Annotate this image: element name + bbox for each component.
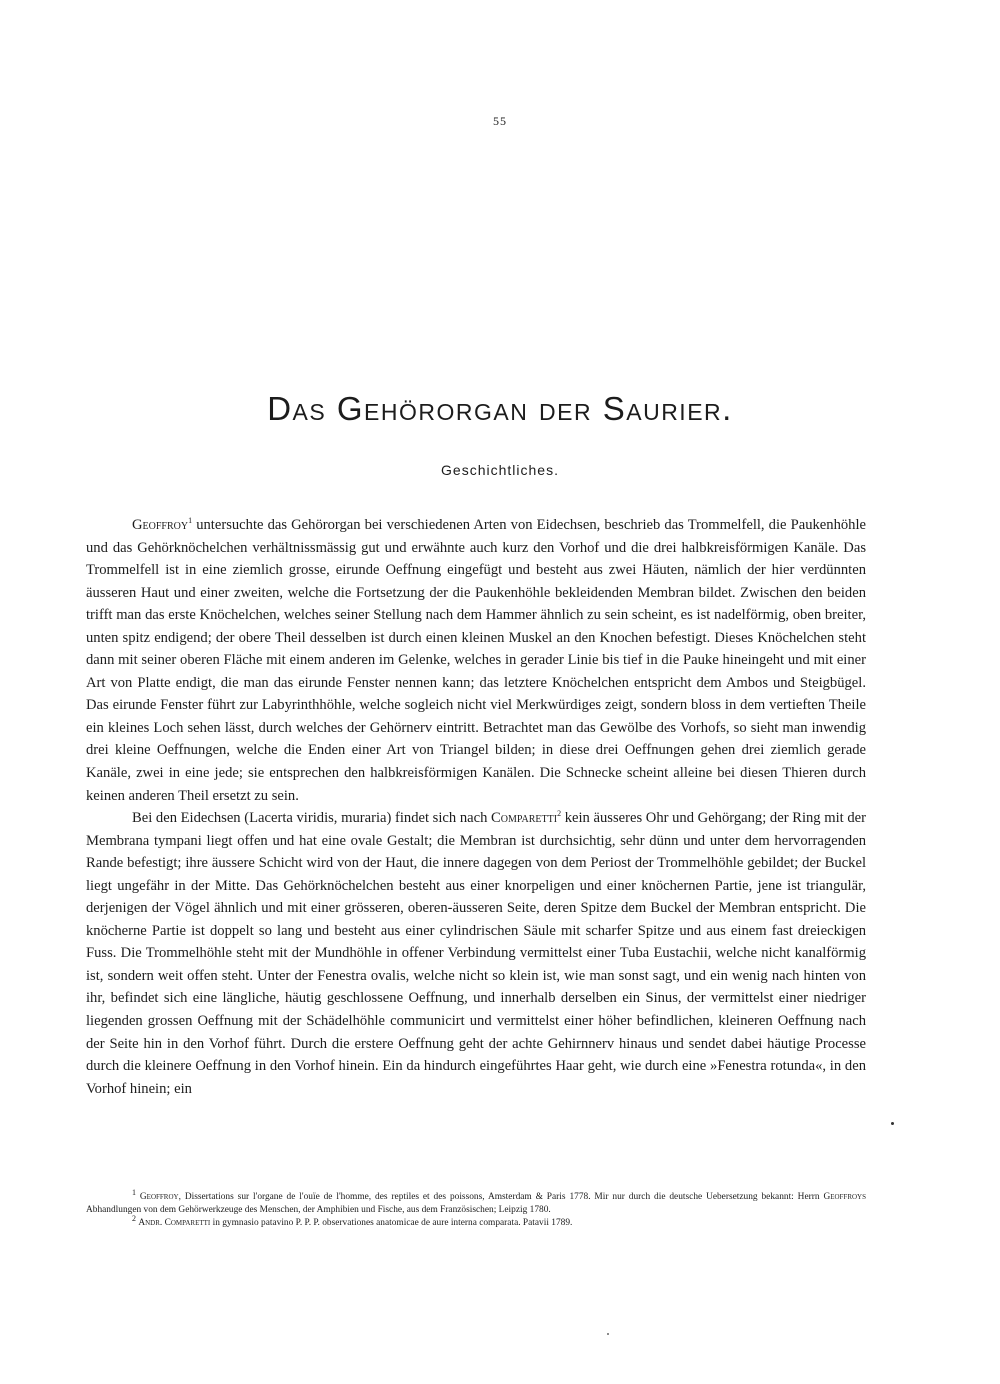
footnote-marker: 2 (132, 1213, 136, 1223)
author-name: Comparetti (491, 810, 558, 827)
author-name: Andr. Comparetti (138, 1218, 211, 1228)
author-name: Geoffroy (139, 1192, 179, 1202)
footnote-marker: 2 (557, 809, 562, 819)
footnote-text: , Dissertations sur l'organe de l'ouïe de l'homme, des reptiles et des poissons, Amsterdam & Paris 1778. Mir nur durch die deutsche Uebersetzung bekannt: Herrn (178, 1192, 824, 1202)
author-name: Geoffroys (823, 1192, 866, 1202)
footnote-marker: 1 (132, 1187, 136, 1197)
section-subtitle: Geschichtliches. (441, 462, 559, 478)
paragraph-text: Bei den Eidechsen (Lacerta viridis, muraria) findet sich nach (132, 810, 492, 827)
paragraph-text: kein äusseres Ohr und Gehörgang; der Ring mit der Membrana tympani liegt offen und hat eine ovale Gestalt; die Membran ist durchsichtig, sehr dünn und unter dem hervorragenden Rande befestigt; ihre äussere Schicht wird von der Haut, die innere dagegen von dem Periost der Trommelhöhle gebildet; der Buckel liegt ungefähr in der Mitte. Das Gehörknöchelchen besteht aus einer knorpeligen und einer knöchernen Partie, jene ist triangulär, derjenigen der Vögel ähnlich und mit einer grösseren, oberen-äusseren Seite, deren Spitze dem Buckel der Membran entspricht. Die knöcherne Partie ist doppelt so lang und besteht aus einer cylindrischen Säule mit scharfer Spitze und aus einem fast dreieckigen Fuss. Die Trommelhöhle steht mit der Mundhöhle in offener Verbindung vermittelst einer Tuba Eustachii, welche nicht kanalförmig ist, sondern weit offen steht. Unter der Fenestra ovalis, welche nicht so klein ist, wie man sonst sagt, und ein wenig nach hinten von ihr, befindet sich eine längliche, häutig geschlossene Oeffnung, und innerhalb derselben ein Sinus, der vermittelst einer niedriger liegenden grossen Oeffnung mit der Schädelhöhle communicirt und vermittelst einer höher befindlichen, kleineren Oeffnung nach der Seite hin in den Vorhof führt. Durch die erstere Oeffnung geht der achte Gehirnnerv hinaus und sendet dabei häutige Processe durch die kleinere Oeffnung in den Vorhof hinein. Ein da hindurch eingeführtes Haar geht, wie durch eine »Fenestra rotunda«, in den Vorhof hinein; ein (86, 810, 866, 1097)
margin-speck (891, 1122, 894, 1125)
footnote-text: in gymnasio patavino P. P. P. observationes anatomicae de aure interna comparata. Patavii 1789. (210, 1218, 573, 1228)
margin-speck (607, 1333, 609, 1335)
footnote-marker: 1 (188, 516, 193, 526)
footnote (86, 1213, 866, 1230)
page-number: 55 (493, 114, 507, 128)
paragraph (86, 514, 866, 807)
page-title: Das Gehörorgan der Saurier. (267, 390, 733, 427)
footnote-text: Abhandlungen von dem Gehörwerkzeuge des Menschen, der Amphibien und Fische, aus dem Französischen; Leipzig 1780. (86, 1205, 551, 1215)
body-text (86, 514, 866, 1100)
footnote (86, 1187, 866, 1217)
paragraph-text: untersuchte das Gehörorgan bei verschiedenen Arten von Eidechsen, beschrieb das Trommelfell, die Paukenhöhle und das Gehörknöchelchen verhältnissmässig gut und erwähnte auch kurz den Vorhof und die drei halbkreisförmigen Kanäle. Das Trommelfell ist in eine ziemlich grosse, eirunde Oeffnung eingefügt und besteht aus zwei Häuten, nämlich der hier verdünnten äusseren Haut und einer zweiten, welche die Fortsetzung der die Paukenhöhle bekleidenden Membran bildet. Zwischen den beiden trifft man das erste Knöchelchen, welches seiner Stellung nach dem Hammer ähnlich zu sein scheint, es ist nadelförmig, oben breiter, unten spitz endigend; der obere Theil desselben ist durch einen kleinen Muskel an den Knochen befestigt. Dieses Knöchelchen steht dann mit seiner oberen Fläche mit einem anderen im Gelenke, welches in gerader Linie bis tief in die Pauke hineingeht und mit einer Art von Platte endigt, die man das eirunde Fenster nennen kann; das letztere Knöchelchen entspricht dem Ambos und Steigbügel. Das eirunde Fenster führt zur Labyrinthhöhle, welche sogleich nicht viel Merkwürdiges zeigt, sondern bloss in dem vertieften Theile ein kleines Loch sehen lässt, durch welches der Gehörnerv eintritt. Betrachtet man das Gewölbe des Vorhofs, so sieht man inwendig drei kleine Oeffnungen, welche die Enden einer Art von Triangel bilden; in diese drei Oeffnungen gehen drei ziemlich gerade Kanäle, zwei in eine jede; sie entsprechen den halbkreisförmigen Kanälen. Die Schnecke scheint alleine bei diesen Thieren durch keinen anderen Theil ersetzt zu sein. (86, 517, 866, 804)
author-name: Geoffroy (132, 517, 189, 533)
footnotes (86, 1187, 866, 1230)
paragraph (86, 807, 866, 1100)
